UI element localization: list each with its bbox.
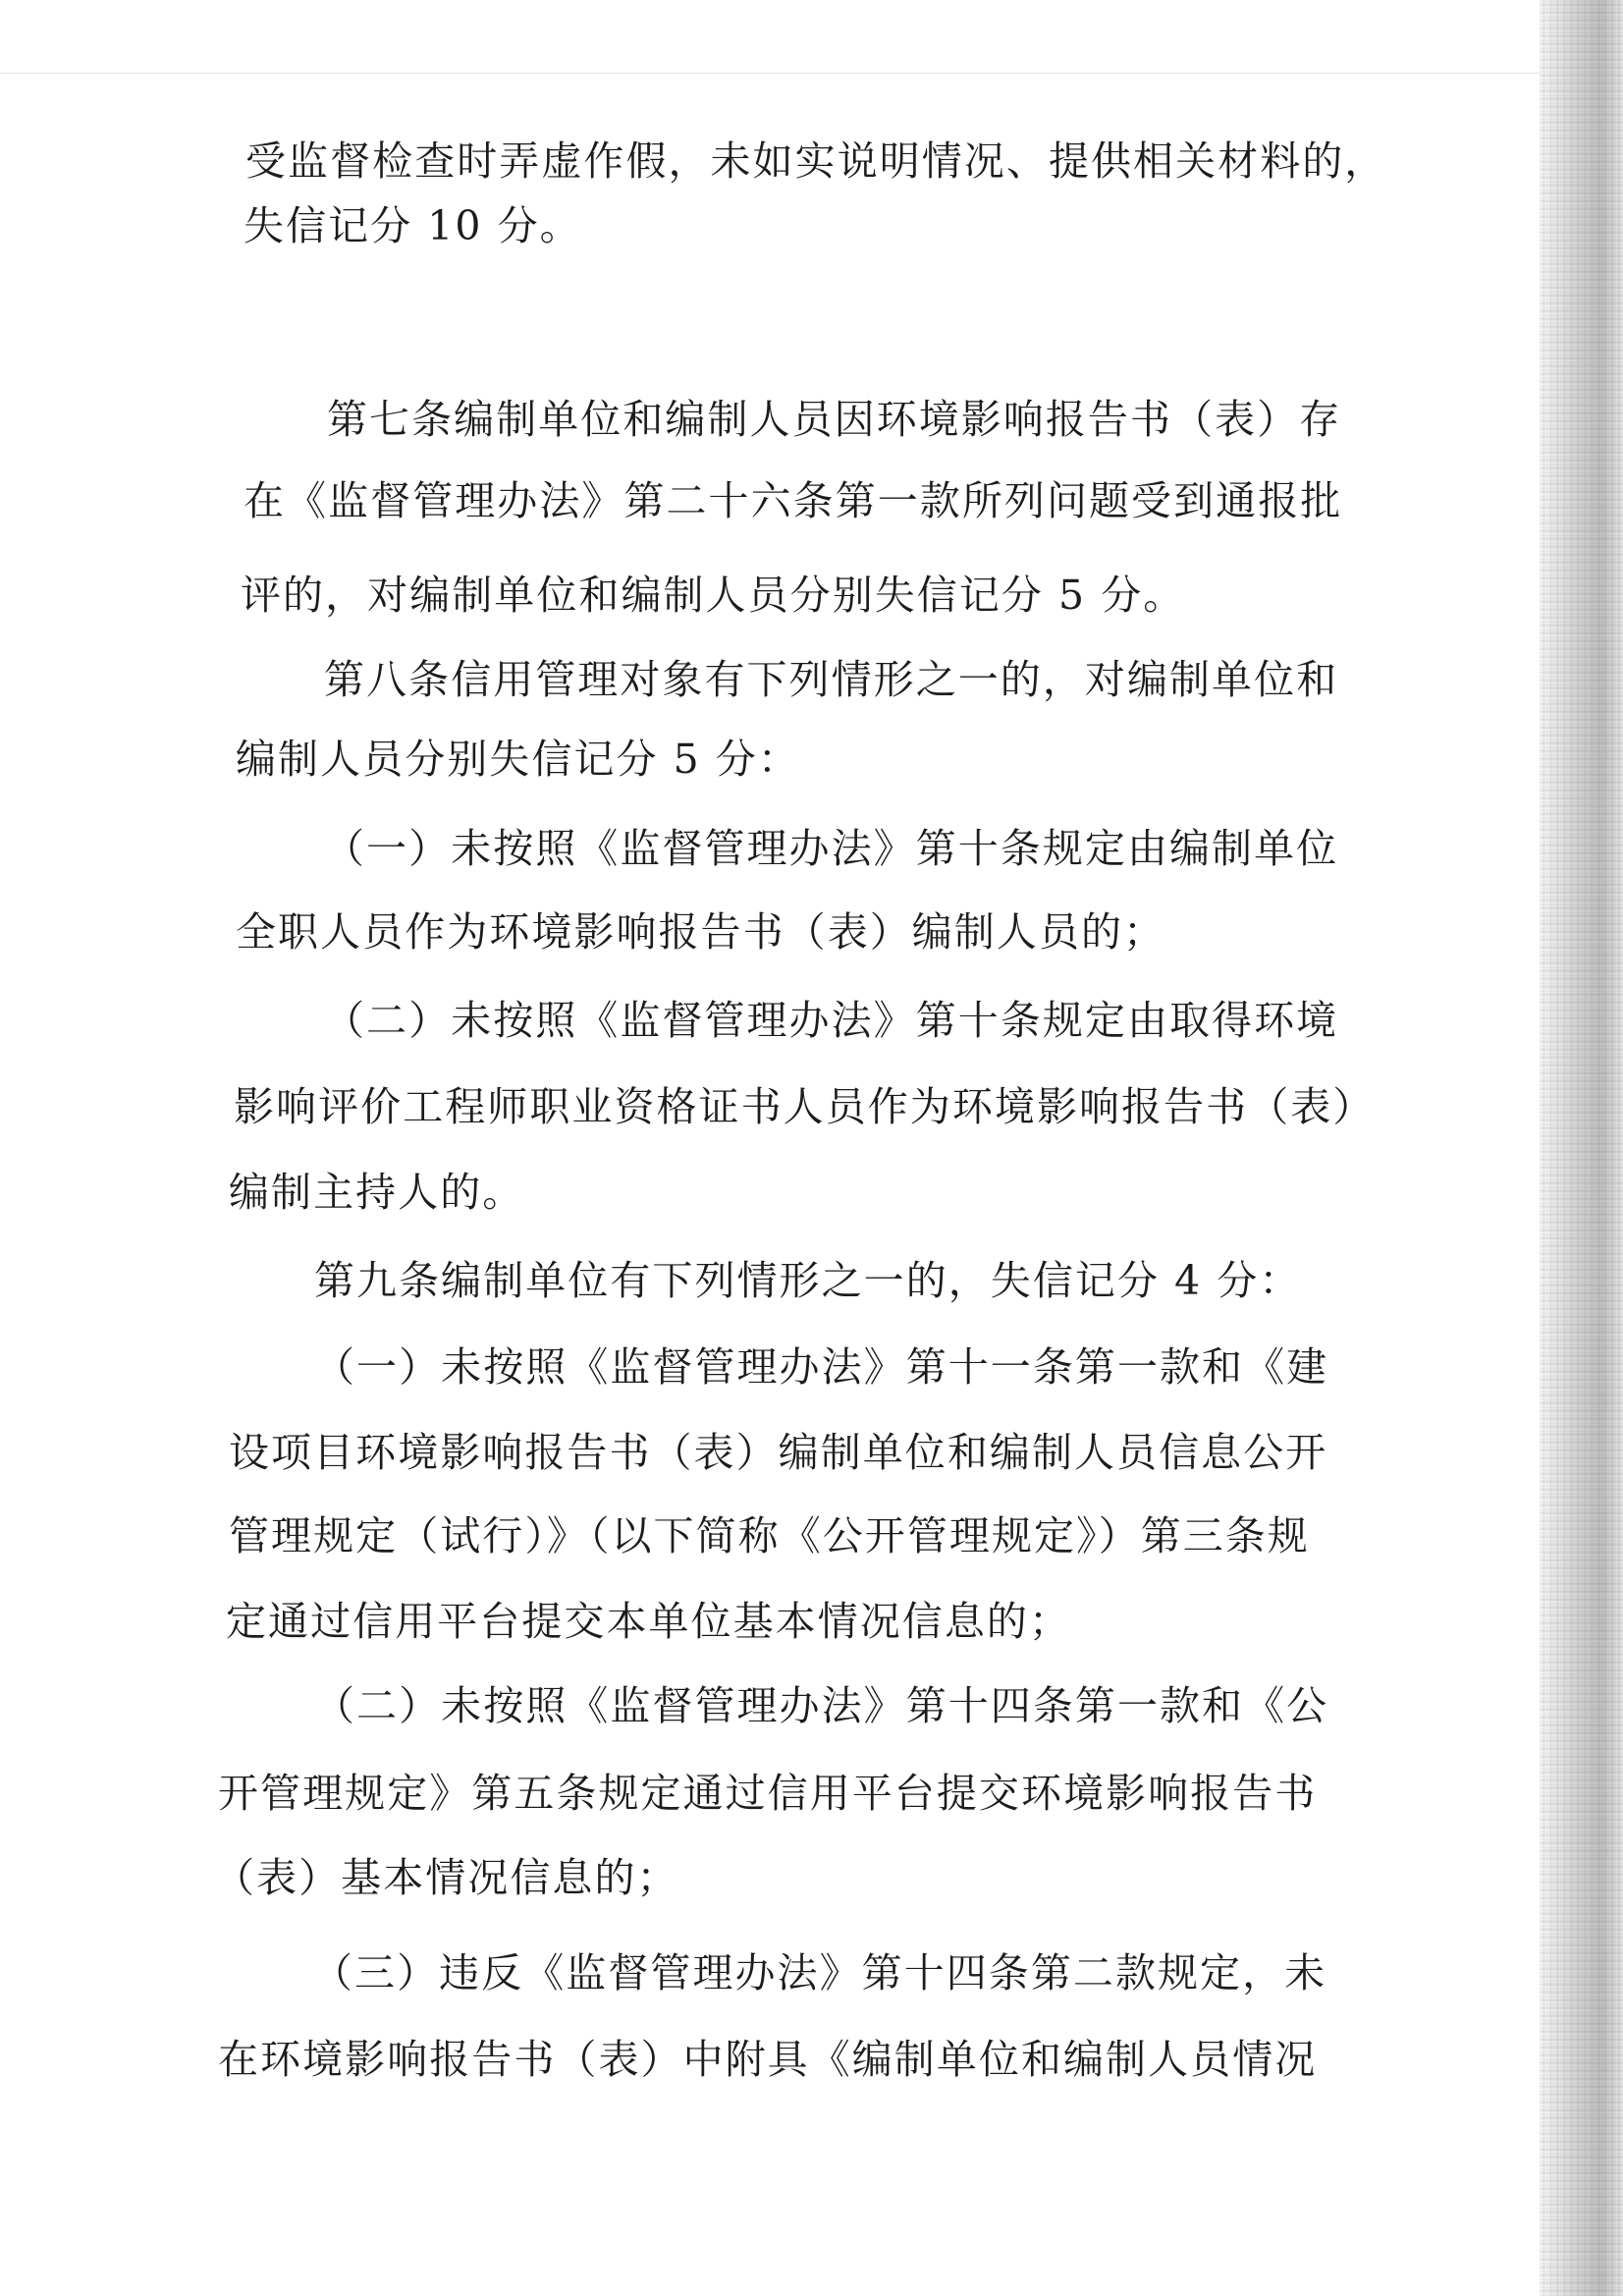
text-line: （二）未按照《监督管理办法》第十条规定由取得环境 (324, 997, 1339, 1044)
text-line: 第七条编制单位和编制人员因环境影响报告书（表）存 (327, 396, 1342, 443)
text-line: 影响评价工程师职业资格证书人员作为环境影响报告书（表） (234, 1083, 1376, 1130)
text-line: 编制人员分别失信记分 5 分： (236, 736, 800, 783)
text-line: （表）基本情况信息的； (214, 1854, 679, 1901)
text-line: 管理规定（试行）》（以下简称《公开管理规定》）第三条规 (229, 1512, 1310, 1559)
text-line: 第八条信用管理对象有下列情形之一的，对编制单位和 (324, 656, 1339, 703)
text-line: 在《监督管理办法》第二十六条第一款所列问题受到通报批 (243, 477, 1343, 524)
text-line: 受监督检查时弄虚作假，未如实说明情况、提供相关材料的， (245, 137, 1387, 185)
text-line: 失信记分 10 分。 (243, 202, 582, 249)
text-line: 设项目环境影响报告书（表）编制单位和编制人员信息公开 (229, 1429, 1328, 1476)
text-line: 编制主持人的。 (229, 1169, 525, 1216)
text-line: 全职人员作为环境影响报告书（表）编制人员的； (236, 908, 1166, 956)
text-line: （二）未按照《监督管理办法》第十四条第一款和《公 (314, 1682, 1329, 1729)
text-line: （一）未按照《监督管理办法》第十一条第一款和《建 (314, 1343, 1329, 1391)
text-line: （三）违反《监督管理办法》第十四条第二款规定，未 (312, 1949, 1327, 1996)
text-line: 定通过信用平台提交本单位基本情况信息的； (226, 1598, 1071, 1645)
text-line: 在环境影响报告书（表）中附具《编制单位和编制人员情况 (218, 2036, 1318, 2083)
text-line: 第九条编制单位有下列情形之一的，失信记分 4 分： (314, 1257, 1302, 1304)
text-line: （一）未按照《监督管理办法》第十条规定由编制单位 (324, 825, 1339, 872)
text-line: 评的，对编制单位和编制人员分别失信记分 5 分。 (241, 572, 1186, 619)
text-line: 开管理规定》第五条规定通过信用平台提交环境影响报告书 (218, 1770, 1318, 1817)
